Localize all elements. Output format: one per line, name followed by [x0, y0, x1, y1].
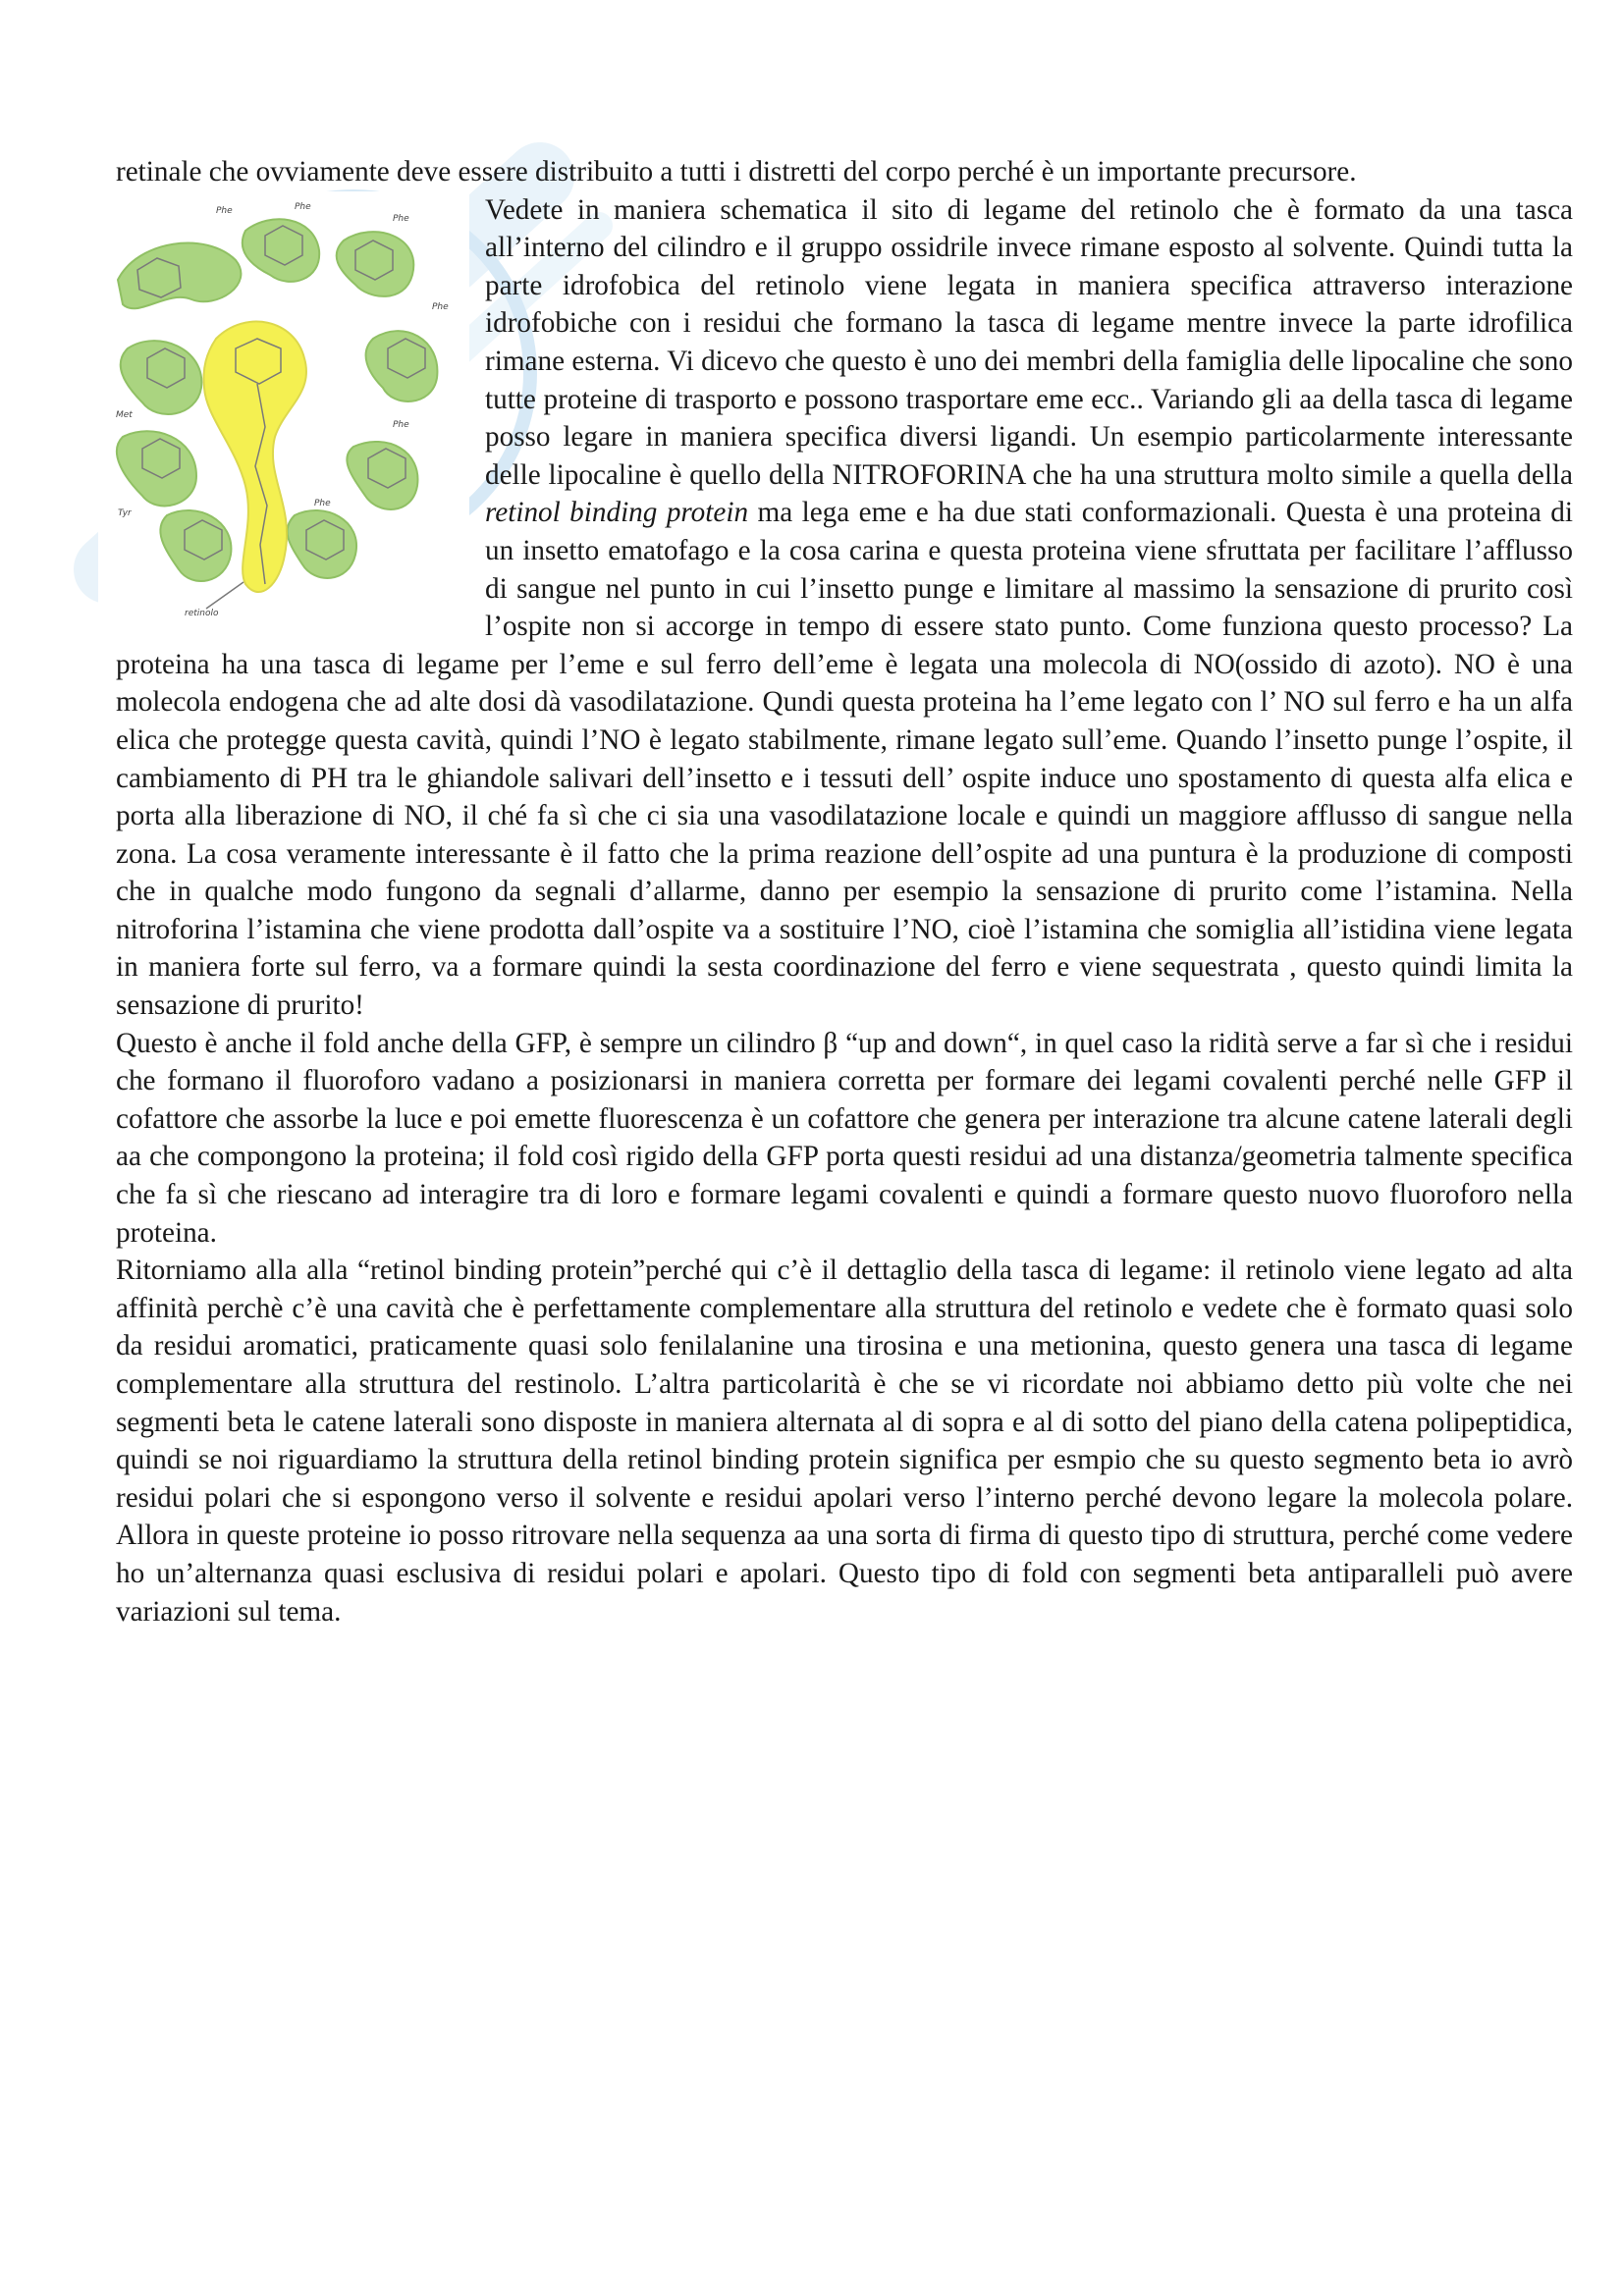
residue-label-3: Phe	[393, 213, 409, 224]
retinol-binding-pocket-figure	[98, 191, 469, 625]
paragraph-nitroforina-part-a: Vedete in maniera schematica il sito di legame del retinolo che è formato da una tasca all’interno del cilindro e il gruppo ossidrile invece rimane esposto al solvente. Quindi tutta la parte idrofobica del retinolo viene legata in maniera specifica attraverso interazione idrofobiche con i residui che formano la tasca di legame mentre invece la parte idrofilica rimane esterna. Vi dicevo che questo è uno dei membri della famiglia delle lipocaline che sono tutte proteine di trasporto e possono trasportare eme ecc.. Variando gli aa della tasca di legame posso legare in maniera specifica diversi ligandi. Un esempio particolarmente interessante delle lipocaline è quello della NITROFORINA che ha una struttura molto simile a quella della	[485, 193, 1573, 491]
retinol-label: retinolo	[185, 608, 219, 618]
residue-label-6: Phe	[432, 301, 449, 312]
residue-label-4: Met	[116, 409, 133, 420]
residue-label-5: Phe	[393, 419, 409, 430]
residue-label-7: Tyr	[118, 507, 132, 518]
residue-label-1: Phe	[216, 205, 233, 216]
paragraph-retinol-binding-protein: Ritorniamo alla alla “retinol binding protein”perché qui c’è il dettaglio della tasca di legame: il retinolo viene legato ad alta affinità perchè c’è una cavità che è perfettamente complementare alla struttura del retinolo e vedete che è formato quasi solo da residui aromatici, praticamente quasi solo fenilalanine una tirosina e una metionina, questo genera una tasca di legame complementare alla struttura del restinolo. L’altra particolarità è che se vi ricordate noi abbiamo detto più volte che nei segmenti beta le catene laterali sono disposte in maniera alternata al di sopra e al di sotto del piano della catena polipeptidica, quindi se noi riguardiamo la struttura della retinol binding protein significa per esmpio che su questo segmento beta io avrò residui polari che si espongono verso il solvente e residui apolari verso l’interno perché devono legare la molecola polare. Allora in queste proteine io posso ritrovare nella sequenza aa una sorta di firma di questo tipo di struttura, perché come vedere ho un’alternanza quasi esclusiva di residui polari e apolari. Questo tipo di fold con segmenti beta antiparalleli può avere variazioni sul tema.	[116, 1255, 1573, 1628]
paragraph-intro: retinale che ovviamente deve essere distribuito a tutti i distretti del corpo perché è un importante precursore.	[116, 156, 1357, 187]
paragraph-gfp: Questo è anche il fold anche della GFP, è sempre un cilindro β “up and down“, in quel caso la ridità serve a far sì che i residui che formano il fluoroforo vadano a posizionarsi in maniera corretta per formare dei legami covalenti perché nelle GFP il cofattore che assorbe la luce e poi emette fluorescenza è un cofattore che genera per interazione tra alcune catene laterali degli aa che compongono la proteina; il fold così rigido della GFP porta questi residui ad una distanza/geometria talmente specifica che fa sì che riescano ad interagire tra di loro e formare legami covalenti e quindi a formare questo nuovo fluoroforo nella proteina.	[116, 1027, 1573, 1249]
residue-label-8: Phe	[314, 498, 331, 508]
binding-pocket-diagram	[98, 191, 469, 625]
paragraph-nitroforina-italic: retinol binding protein	[485, 497, 749, 529]
paragraph-nitroforina-part-b: ma lega eme e ha due stati conformazionali. Questa è una proteina di un insetto ematofago e la cosa carina e questa proteina viene sfruttata per facilitare l’afflusso di sangue nel punto in cui l’insetto punge e limitare al massimo la sensazione di prurito così l’ospite non si accorge in tempo di essere stato punto. Come funziona questo processo? La proteina ha una tasca di legame per l’eme e sul ferro dell’eme è legata una molecola di NO(ossido di azoto). NO è una molecola endogena che ad alte dosi dà vasodilatazione. Qundi questa proteina ha l’eme legato con l’ NO sul ferro e ha un alfa elica che protegge questa cavità, quindi l’NO è legato stabilmente, rimane legato sull’eme. Quando l’insetto punge l’ospite, il cambiamento di PH tra le ghiandole salivari dell’insetto e i tessuti dell’ ospite induce uno spostamento di questa alfa elica e porta alla liberazione di NO, il ché fa sì che ci sia una vasodilatazione locale e quindi un maggiore afflusso di sangue nella zona. La cosa veramente interessante è il fatto che la prima reazione dell’ospite ad una puntura è la produzione di composti che in qualche modo fungono da segnali d’allarme, danno per esempio la sensazione di prurito come l’istamina. Nella nitroforina l’istamina che viene prodotta dall’ospite va a sostituire l’NO, cioè l’istamina che somiglia all’istidina viene legata in maniera forte sul ferro, va a formare quindi la sesta coordinazione del ferro e viene sequestrata , questo quindi limita la sensazione di prurito!	[116, 497, 1573, 1022]
residue-label-2: Phe	[295, 201, 311, 212]
document-body	[116, 153, 1573, 1630]
